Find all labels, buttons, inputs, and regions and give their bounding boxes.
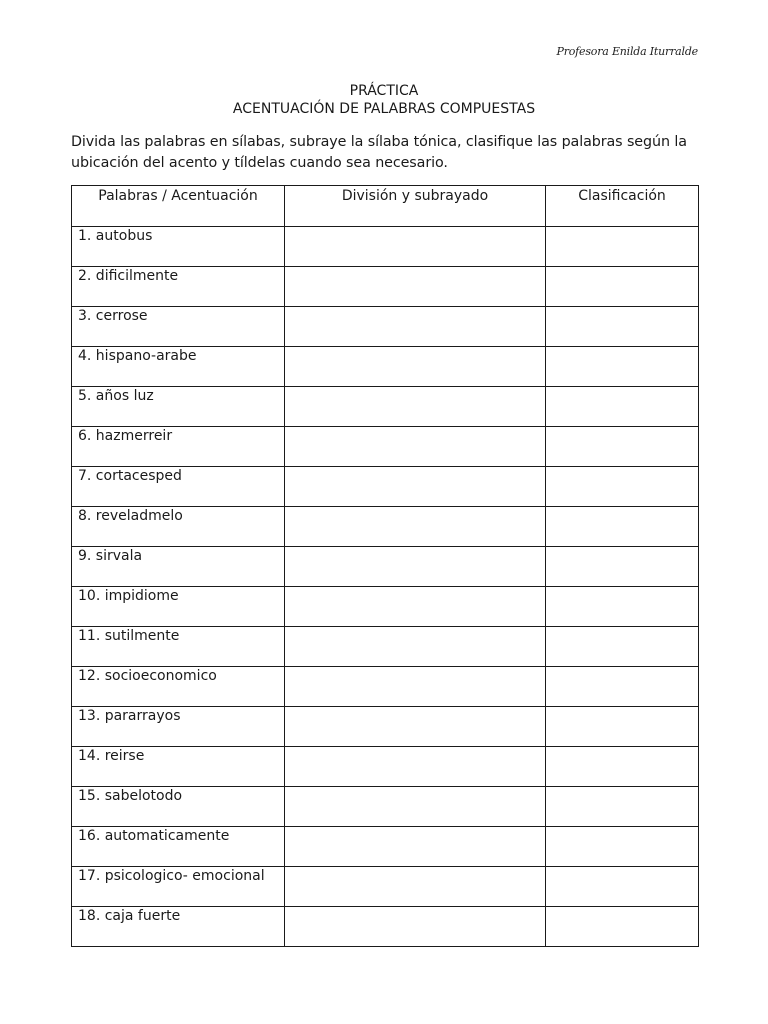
- division-answer-cell[interactable]: [285, 747, 546, 787]
- word-cell: 6. hazmerreir: [72, 427, 285, 467]
- word-cell: 17. psicologico- emocional: [72, 867, 285, 907]
- table-row: [72, 827, 699, 867]
- table-row: [72, 427, 699, 467]
- word-cell: 18. caja fuerte: [72, 907, 285, 947]
- division-answer-cell[interactable]: [285, 507, 546, 547]
- classification-answer-cell[interactable]: [546, 827, 699, 867]
- title-block: [0, 82, 768, 118]
- division-answer-cell[interactable]: [285, 307, 546, 347]
- table-row: [72, 467, 699, 507]
- division-answer-cell[interactable]: [285, 427, 546, 467]
- word-cell: 2. dificilmente: [72, 267, 285, 307]
- division-answer-cell[interactable]: [285, 907, 546, 947]
- word-cell: 4. hispano-arabe: [72, 347, 285, 387]
- word-cell: 7. cortacesped: [72, 467, 285, 507]
- word-cell: 3. cerrose: [72, 307, 285, 347]
- word-cell: 5. años luz: [72, 387, 285, 427]
- table-row: [72, 387, 699, 427]
- author-name: Profesora Enilda Iturralde: [556, 45, 698, 58]
- classification-answer-cell[interactable]: [546, 227, 699, 267]
- table-row: [72, 507, 699, 547]
- division-answer-cell[interactable]: [285, 227, 546, 267]
- classification-answer-cell[interactable]: [546, 747, 699, 787]
- word-cell: 11. sutilmente: [72, 627, 285, 667]
- word-cell: 12. socioeconomico: [72, 667, 285, 707]
- classification-answer-cell[interactable]: [546, 387, 699, 427]
- classification-answer-cell[interactable]: [546, 507, 699, 547]
- classification-answer-cell[interactable]: [546, 307, 699, 347]
- table-row: [72, 347, 699, 387]
- classification-answer-cell[interactable]: [546, 667, 699, 707]
- division-answer-cell[interactable]: [285, 347, 546, 387]
- column-header-words: Palabras / Acentuación: [72, 186, 285, 227]
- division-answer-cell[interactable]: [285, 827, 546, 867]
- division-answer-cell[interactable]: [285, 267, 546, 307]
- classification-answer-cell[interactable]: [546, 867, 699, 907]
- word-cell: 13. pararrayos: [72, 707, 285, 747]
- word-cell: 1. autobus: [72, 227, 285, 267]
- classification-answer-cell[interactable]: [546, 347, 699, 387]
- table-row: [72, 587, 699, 627]
- instructions-paragraph: Divida las palabras en sílabas, subraye la sílaba tónica, clasifique las palabras según la ubicación del acento y tíldelas cuando sea necesario.: [71, 134, 687, 171]
- classification-answer-cell[interactable]: [546, 467, 699, 507]
- division-answer-cell[interactable]: [285, 587, 546, 627]
- title-practice: PRÁCTICA: [349, 83, 419, 99]
- division-answer-cell[interactable]: [285, 787, 546, 827]
- table-row: [72, 907, 699, 947]
- column-header-classification: Clasificación: [546, 186, 699, 227]
- division-answer-cell[interactable]: [285, 627, 546, 667]
- table-row: [72, 747, 699, 787]
- word-cell: 15. sabelotodo: [72, 787, 285, 827]
- classification-answer-cell[interactable]: [546, 587, 699, 627]
- classification-answer-cell[interactable]: [546, 627, 699, 667]
- classification-answer-cell[interactable]: [546, 267, 699, 307]
- title-topic: ACENTUACIÓN DE PALABRAS COMPUESTAS: [232, 101, 536, 117]
- table-row: [72, 667, 699, 707]
- table-row: [72, 227, 699, 267]
- column-header-division: División y subrayado: [285, 186, 546, 227]
- division-answer-cell[interactable]: [285, 387, 546, 427]
- division-answer-cell[interactable]: [285, 667, 546, 707]
- word-cell: 14. reirse: [72, 747, 285, 787]
- worksheet-table: [71, 185, 699, 947]
- table-row: [72, 867, 699, 907]
- division-answer-cell[interactable]: [285, 707, 546, 747]
- classification-answer-cell[interactable]: [546, 707, 699, 747]
- table-row: [72, 627, 699, 667]
- word-cell: 9. sirvala: [72, 547, 285, 587]
- classification-answer-cell[interactable]: [546, 547, 699, 587]
- classification-answer-cell[interactable]: [546, 787, 699, 827]
- word-cell: 8. reveladmelo: [72, 507, 285, 547]
- classification-answer-cell[interactable]: [546, 427, 699, 467]
- table-header-row: [72, 186, 699, 227]
- division-answer-cell[interactable]: [285, 867, 546, 907]
- table-row: [72, 787, 699, 827]
- classification-answer-cell[interactable]: [546, 907, 699, 947]
- word-cell: 16. automaticamente: [72, 827, 285, 867]
- table-row: [72, 707, 699, 747]
- table-row: [72, 267, 699, 307]
- table-row: [72, 547, 699, 587]
- division-answer-cell[interactable]: [285, 467, 546, 507]
- division-answer-cell[interactable]: [285, 547, 546, 587]
- table-row: [72, 307, 699, 347]
- word-cell: 10. impidiome: [72, 587, 285, 627]
